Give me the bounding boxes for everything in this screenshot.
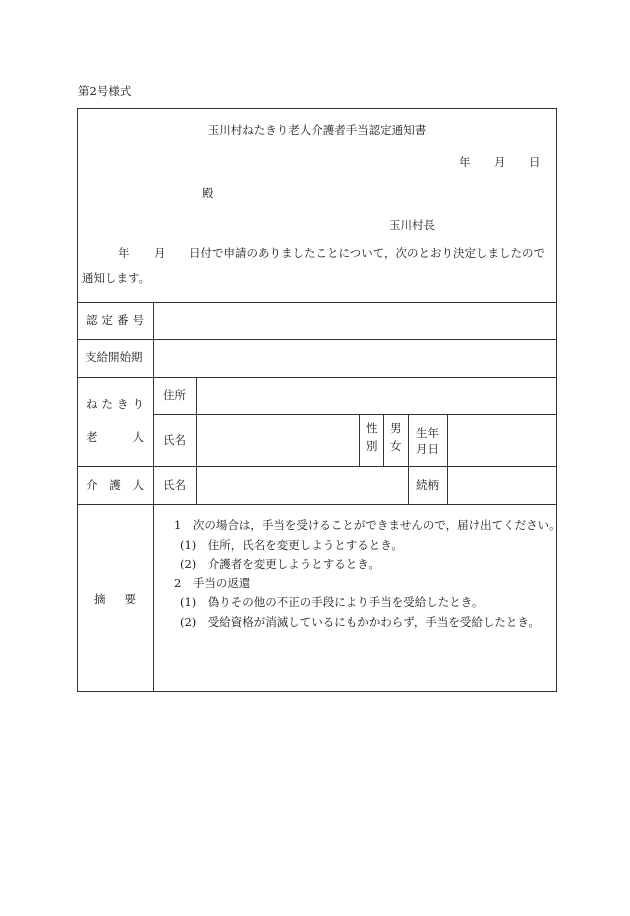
form-number: 第2号様式 bbox=[78, 84, 132, 98]
rule-birth-left bbox=[408, 414, 409, 504]
rule-row-4 bbox=[77, 466, 557, 467]
label-address: 住所 bbox=[163, 388, 186, 402]
label-sex-1: 性 bbox=[366, 421, 378, 435]
form-title: 玉川村ねたきり老人介護者手当認定通知書 bbox=[207, 123, 427, 137]
label-relation: 続柄 bbox=[416, 478, 439, 492]
rule-subcolumn bbox=[196, 377, 197, 504]
rule-row-2 bbox=[77, 377, 557, 378]
label-start-period: 支給開始期 bbox=[85, 350, 143, 364]
rule-birth-right bbox=[447, 414, 448, 504]
label-sex-2: 別 bbox=[366, 439, 378, 453]
rule-sex-left bbox=[359, 414, 360, 466]
addressee-suffix: 殿 bbox=[202, 186, 214, 200]
rule-sex-mid bbox=[383, 414, 384, 466]
note-item: (2) 介護者を変更しようとするとき。 bbox=[180, 557, 380, 571]
label-elderly: 老 人 bbox=[86, 430, 144, 444]
body-line2: 通知します。 bbox=[82, 271, 151, 285]
note-item: 2 手当の返還 bbox=[174, 576, 251, 590]
note-item: (1) 住所，氏名を変更しようとするとき。 bbox=[180, 538, 403, 552]
rule-row-5 bbox=[77, 504, 557, 505]
label-bedridden: ね た き り bbox=[86, 397, 144, 411]
label-cert-number: 認 定 番 号 bbox=[86, 313, 144, 327]
body-line1: 日付で申請のありましたことについて，次のとおり決定しましたので bbox=[189, 246, 546, 260]
note-item: (2) 受給資格が消滅しているにもかかわらず，手当を受給したとき。 bbox=[180, 615, 540, 629]
label-caregiver-name: 氏名 bbox=[163, 478, 186, 492]
label-name: 氏名 bbox=[163, 433, 186, 447]
body-month: 月 bbox=[154, 246, 166, 260]
label-female: 女 bbox=[390, 439, 402, 453]
note-item: (1) 偽りその他の不正の手段により手当を受給したとき。 bbox=[180, 595, 484, 609]
date-year: 年 bbox=[459, 155, 471, 169]
date-day: 日 bbox=[529, 155, 541, 169]
label-notes: 摘 要 bbox=[94, 592, 136, 606]
label-caregiver: 介 護 人 bbox=[86, 478, 144, 492]
label-male: 男 bbox=[390, 421, 402, 435]
issuer: 玉川村長 bbox=[389, 218, 435, 232]
note-item: 1 次の場合は，手当を受けることができませんので，届け出てください。 bbox=[174, 518, 561, 532]
rule-label-column bbox=[153, 302, 154, 692]
rule-row-1 bbox=[77, 339, 557, 340]
label-birth-1: 生年 bbox=[416, 426, 439, 440]
rule-table-top bbox=[77, 302, 557, 303]
body-year: 年 bbox=[118, 246, 130, 260]
rule-row-3 bbox=[153, 414, 557, 415]
label-birth-2: 月日 bbox=[416, 442, 439, 456]
date-month: 月 bbox=[494, 155, 506, 169]
